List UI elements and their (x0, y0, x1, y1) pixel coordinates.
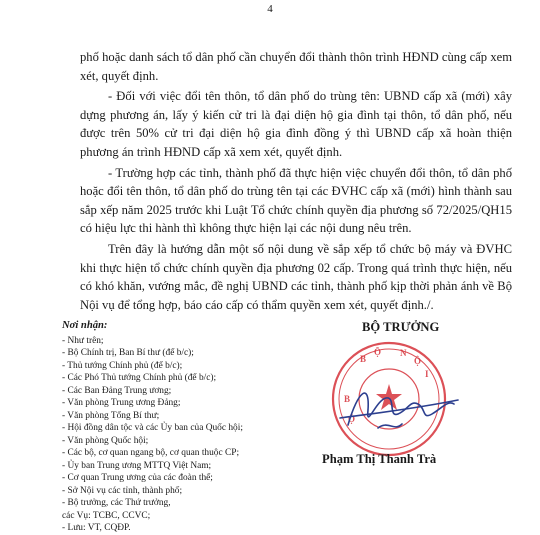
recipient-item: - Hội đồng dân tộc và các Ủy ban của Quốc hội; (62, 423, 243, 433)
svg-text:I: I (425, 369, 429, 379)
recipient-item: - Sở Nội vụ các tỉnh, thành phố; (62, 485, 183, 496)
svg-text:Ộ: Ộ (374, 347, 382, 357)
recipient-item: - Ủy ban Trung ương MTTQ Việt Nam; (62, 460, 212, 471)
page-number: 4 (267, 3, 273, 15)
recipients-heading: Nơi nhận: (62, 320, 108, 331)
svg-text:B: B (344, 394, 351, 404)
signer-name: Phạm Thị Thanh Trà (322, 452, 437, 466)
recipient-item: - Bộ trưởng, các Thứ trưởng, (62, 498, 171, 508)
recipient-item: - Bộ Chính trị, Ban Bí thư (để b/c); (62, 348, 194, 358)
document-body (80, 48, 512, 314)
paragraph-conclusion: Trên đây là hướng dẫn một số nội dung về sắp xếp tổ chức bộ máy và ĐVHC khi thực hiện tổ chức chính quyền địa phương 02 cấp. Trong quá trình thực hiện, nếu có khó khăn, vướng mắc, đề nghị UBND các tỉnh, thành phố kịp thời phản ánh về Bộ Nội vụ để tổng hợp, báo cáo cấp có thẩm quyền xem xét, quyết định./. (80, 241, 512, 312)
recipient-item: - Văn phòng Tổng Bí thư; (62, 410, 160, 421)
recipient-item: - Cơ quan Trung ương của các đoàn thể; (62, 473, 213, 483)
recipient-item: các Vụ: TCBC, CCVC; (62, 510, 151, 521)
recipient-item: - Các Ban Đảng Trung ương; (62, 385, 172, 396)
svg-text:N: N (400, 348, 407, 358)
signer-title: BỘ TRƯỞNG (362, 320, 440, 334)
paragraph-exception: - Trường hợp các tỉnh, thành phố đã thực hiện việc chuyển đổi thôn, tổ dân phố hoặc đổi tên thôn, tổ dân phố do trùng tên tại các ĐVHC cấp xã (mới) hình thành sau sắp xếp năm 2025 trước khi Luật Tổ chức chính quyền địa phương số 72/2025/QH15 có hiệu lực thi hành thì không thực hiện lại các nội dung nêu trên. (80, 165, 512, 236)
paragraph-rename: - Đối với việc đổi tên thôn, tổ dân phố do trùng tên: UBND cấp xã (mới) xây dựng phương án, lấy ý kiến cử tri là đại diện hộ gia đình tại thôn, tổ dân phố, nếu được trên 50% cử tri đại diện hộ gia đình đồng ý thì UBND cấp xã hoàn thiện phương án trình HĐND cấp xã xem xét, quyết định. (80, 89, 512, 159)
recipient-item: - Như trên; (62, 335, 104, 346)
recipient-item: - Các bộ, cơ quan ngang bộ, cơ quan thuộc CP; (62, 448, 240, 458)
recipients-block (62, 320, 322, 535)
svg-text:Ộ: Ộ (348, 414, 356, 424)
svg-text:B: B (360, 354, 367, 364)
handwritten-signature (318, 370, 468, 450)
recipient-item: - Lưu: VT, CQĐP. (62, 523, 131, 533)
svg-text:Ộ: Ộ (414, 356, 422, 366)
recipient-item: - Các Phó Thủ tướng Chính phủ (để b/c); (62, 373, 217, 383)
recipient-item: - Thủ tướng Chính phủ (để b/c); (62, 360, 183, 371)
recipient-list (62, 335, 322, 535)
recipient-item: - Văn phòng Trung ương Đảng; (62, 398, 181, 408)
paragraph-continuation: phố hoặc danh sách tổ dân phố cần chuyển đổi thành thôn trình HĐND cùng cấp xem xét, quyết định. (80, 50, 512, 83)
recipient-item: - Văn phòng Quốc hội; (62, 435, 149, 446)
